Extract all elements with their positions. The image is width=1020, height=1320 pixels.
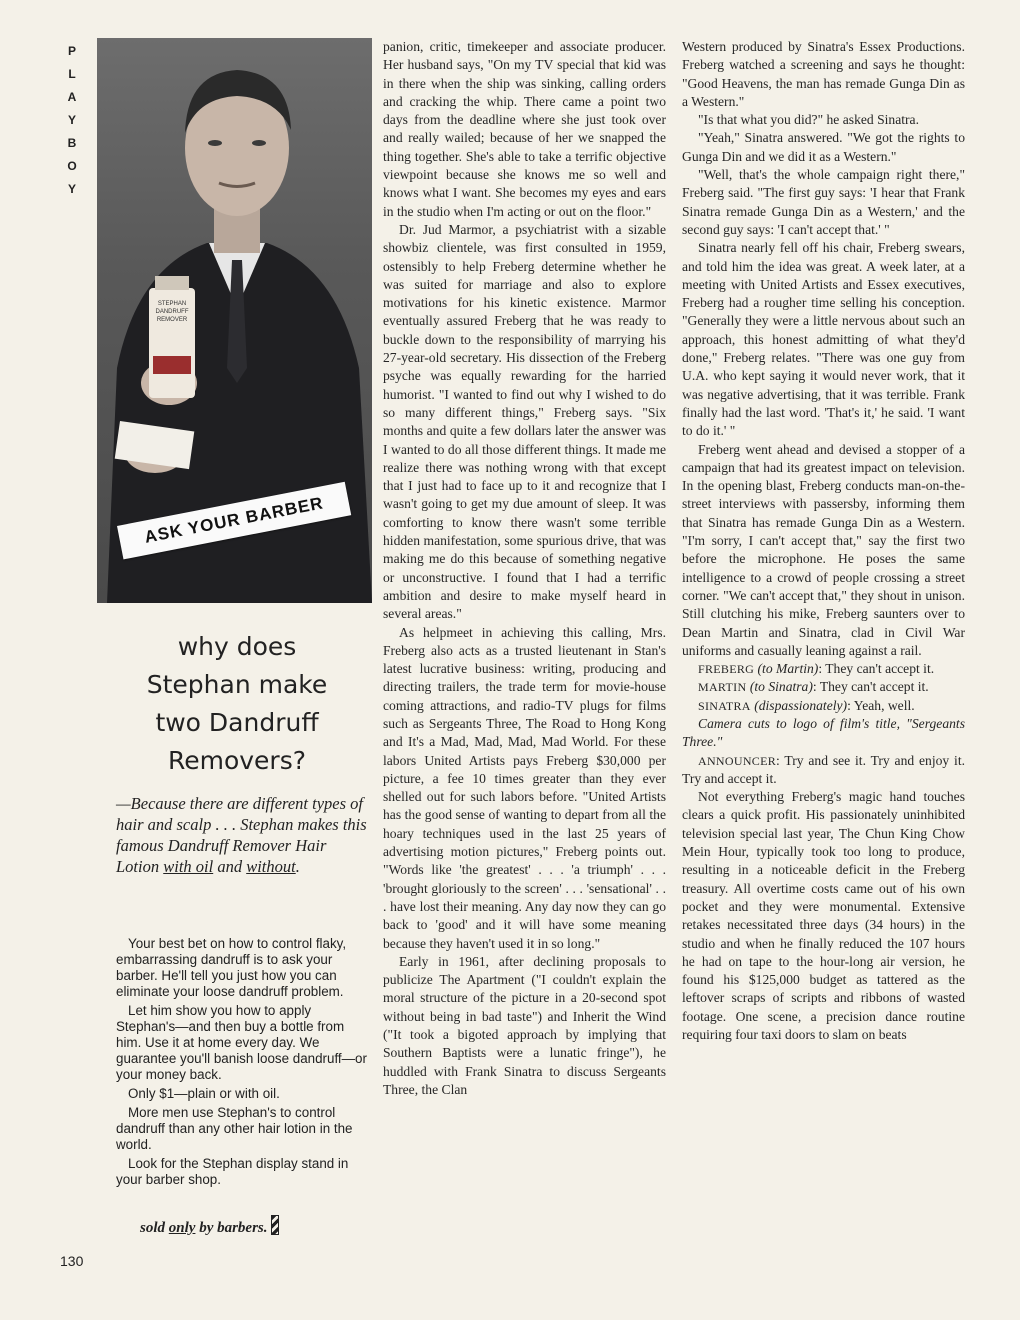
script-direction: (dispassionately) — [754, 697, 848, 713]
magazine-letter: A — [67, 90, 77, 104]
article-paragraph: panion, critic, timekeeper and associate producer. Her husband says, "On my TV special that kid was in there when the ship was sinking, calling orders and cracking the whip. There came a point two days from the deadline where she just took over and really wailed; because of her we snapped the thing together. She's able to take a terrific objective viewpoint because she knows me so well and knows what I want. She becomes my eyes and ears in the studio when I'm acting or out on the floor." — [383, 39, 666, 219]
article-column-2 — [682, 38, 965, 1044]
tagline-end: . — [295, 857, 300, 876]
signoff-only: only — [168, 1220, 196, 1236]
headline-line: two Dandruff — [155, 708, 319, 737]
magazine-name — [62, 40, 82, 201]
ad-paragraph: Let him show you how to apply Stephan's—and then buy a bottle from him. Use it at home every day. We guarantee you'll banish loose dandruff—or your money back. — [116, 1003, 367, 1082]
article-paragraph: Early in 1961, after declining proposals to publicize The Apartment ("I couldn't explain the moral structure of the picture in a 20-second spot without being in bad taste") and Inherit the Wind ("It took a bigoted approach by implying that Southern Baptists were a lunatic fringe"), he huddled with Frank Sinatra to discuss Sergeants Three, the Clan — [383, 953, 666, 1097]
ad-paragraph: Only $1—plain or with oil. — [128, 1086, 280, 1101]
tagline-with-oil: with oil — [163, 857, 214, 876]
magazine-letter: L — [68, 67, 76, 81]
script-text: : Try and see it. Try and enjoy it. Try and accept it. — [682, 752, 965, 786]
ad-paragraph: Look for the Stephan display stand in your barber shop. — [116, 1156, 349, 1187]
magazine-letter: P — [67, 44, 76, 58]
script-text: : They can't accept it. — [812, 679, 929, 695]
script-speaker: ANNOUNCER — [698, 753, 777, 768]
article-paragraph: Western produced by Sinatra's Essex Productions. Freberg watched a screening and says he thought: "Good Heavens, the man has remade Gunga Din as a Western." — [682, 39, 965, 109]
article-paragraph: "Well, that's the whole campaign right there," Freberg said. "The first guy says: 'I hear that Frank Sinatra remade Gunga Din as a Western,' and the second guy says: 'I can't accept that.' " — [682, 167, 965, 237]
ad-body-copy — [116, 936, 368, 1191]
magazine-letter: Y — [67, 182, 76, 196]
script-line — [682, 715, 965, 752]
signoff-post: by barbers. — [195, 1220, 268, 1236]
script-speaker: MARTIN — [698, 680, 747, 695]
script-line — [682, 678, 965, 696]
ad-signoff — [140, 1215, 380, 1237]
script-text: : They can't accept it. — [818, 661, 935, 677]
script-speaker: FREBERG — [698, 662, 755, 677]
ad-tagline — [116, 793, 368, 877]
article-paragraph: Not everything Freberg's magic hand touches clears a quick profit. His passionately uninhibited television special last year, The Chun King Chow Mein Hour, typically took too long to produce, resulting in a noticeable deficit in the Freberg treasury. All overtime costs came out of his own pocket and they were monumental. Extensive retakes necessitated three days (34 hours) in the studio and when he finally reduced the 107 hours he had on tape to the hour-long air version, he found his $125,000 budget as tattered as the leftover scraps of scripts and ribbons of wasted footage. One scene, a precision dance routine requiring four taxi doors to slam on beats — [682, 789, 965, 1043]
magazine-letter: Y — [67, 113, 76, 127]
article-paragraph: As helpmeet in achieving this calling, Mrs. Freberg also acts as a trusted lieutenant in Stan's latest lucrative business: writing, producing and directing trailers, the trade term for movie-house coming attractions, and radio-TV plugs for films such as Sergeants Three, The Road to Hong Kong and It's a Mad, Mad, Mad, Mad World. For these labors United Artists pays Freberg $30,000 per picture, a fee 10 times greater than they ever shelled out for such labors before. "United Artists has the good sense of wanting to depart from all the hoary techniques used in the last 25 years of advertising motion pictures," Freberg points out. "Words like 'the greatest' . . . 'a triumph' . . . 'brought gloriously to the screen' . . . 'sensational' . . . have lost their meaning. Any day now they can go back to 'good' and it will have some meaning because they haven't used it in so long." — [383, 624, 666, 951]
tagline-text: —Because there are different types of hair and scalp . . . Stephan makes this famous Dandruff Remover Hair Lotion — [116, 794, 367, 876]
page-number: 130 — [60, 1253, 84, 1269]
ad-paragraph: More men use Stephan's to control dandruff than any other hair lotion in the world. — [116, 1105, 353, 1152]
article-paragraph: Sinatra nearly fell off his chair, Freberg swears, and told him the idea was great. A week later, at a meeting with United Artists and Essex executives, Freberg had a rougher time selling his conception. "Generally they were a little nervous about such an approach, this honest admitting of what they'd done," Freberg relates. "There was one guy from U.A. who kept saying it would never work, that it was negative advertising, that it was terrible. Frank finally had the last word. 'That's it,' he said. 'I want to do it.' " — [682, 240, 965, 439]
script-text: : Yeah, well. — [847, 697, 915, 713]
ad-headline — [102, 628, 372, 780]
headline-line: why does — [177, 632, 297, 661]
script-speaker: SINATRA — [698, 698, 751, 713]
script-direction: Camera cuts to logo of film's title, "Sergeants Three." — [682, 715, 965, 750]
article-paragraph: Dr. Jud Marmor, a psychiatrist with a sizable showbiz clientele, was first consulted in 1959, ostensibly to help Freberg determine whether he was suited for marriage and also to explore motivations for his kinetic existence. Marmor eventually assured Freberg that he was ready to buckle down to the responsibility of marrying his 27-year-old secretary. His dissection of the Freberg psyche was equally rewarding for the harried humorist. "I wanted to find out why I wished to do so many different things," Freberg says. "Six months and quite a few dollars later the answer was I wanted to do all those different things. It made me realize there was nothing wrong with that except that I just had to face up to it and recognize that I wasn't going to get my due amount of sleep. It was comforting to know there wasn't some terrible hidden manifestation, some spurious drive, that was making me do this because of something negative or unconstructive. I found that I had a terrific ambition and desire to make myself heard in several areas." — [383, 221, 666, 622]
script-direction: (to Martin) — [757, 661, 819, 677]
bottle-label — [151, 300, 193, 324]
article-paragraph: "Yeah," Sinatra answered. "We got the rights to Gunga Din and we did it as a Western." — [682, 130, 965, 164]
headline-line: Removers? — [167, 746, 307, 775]
signoff-pre: sold — [140, 1220, 169, 1236]
magazine-letter: B — [67, 136, 77, 150]
article-paragraph: Freberg went ahead and devised a stopper of a campaign that had its greatest impact on television. In the opening blast, Freberg conducts man-on-the-street interviews with passersby, informing them that Sinatra has remade Gunga Din as a Western. "I'm sorry, I can't accept that," say the first two before the microphone. He poses the same intelligence to a crowd of people crossing a street corner. "We can't accept that," they shout in unison. Still clutching his mike, Freberg saunters over to Dean Martin and Sinatra, clad in Civil War uniforms and casually leaning against a rail. — [682, 441, 965, 658]
script-direction: (to Sinatra) — [749, 679, 813, 695]
magazine-letter: O — [67, 159, 77, 173]
bottle-label-line2: REMOVER — [156, 317, 188, 323]
ad-paragraph: Your best bet on how to control flaky, embarrassing dandruff is to ask your barber. He'll tell you just how you can eliminate your loose dandruff problem. — [116, 936, 347, 999]
tagline-without: without — [246, 857, 296, 876]
article-paragraph: "Is that what you did?" he asked Sinatra. — [698, 112, 919, 128]
tagline-and: and — [213, 857, 247, 876]
ask-your-barber-banner: ASK YOUR BARBER — [117, 482, 351, 560]
script-line — [682, 660, 965, 678]
article-column-1 — [383, 38, 666, 1099]
bottle-brand: STEPHAN — [157, 301, 187, 307]
barber-pole-icon — [271, 1215, 279, 1235]
headline-line: Stephan make — [146, 670, 328, 699]
bottle-label-line1: DANDRUFF — [155, 309, 189, 315]
script-line — [682, 752, 965, 789]
script-line — [682, 697, 965, 715]
